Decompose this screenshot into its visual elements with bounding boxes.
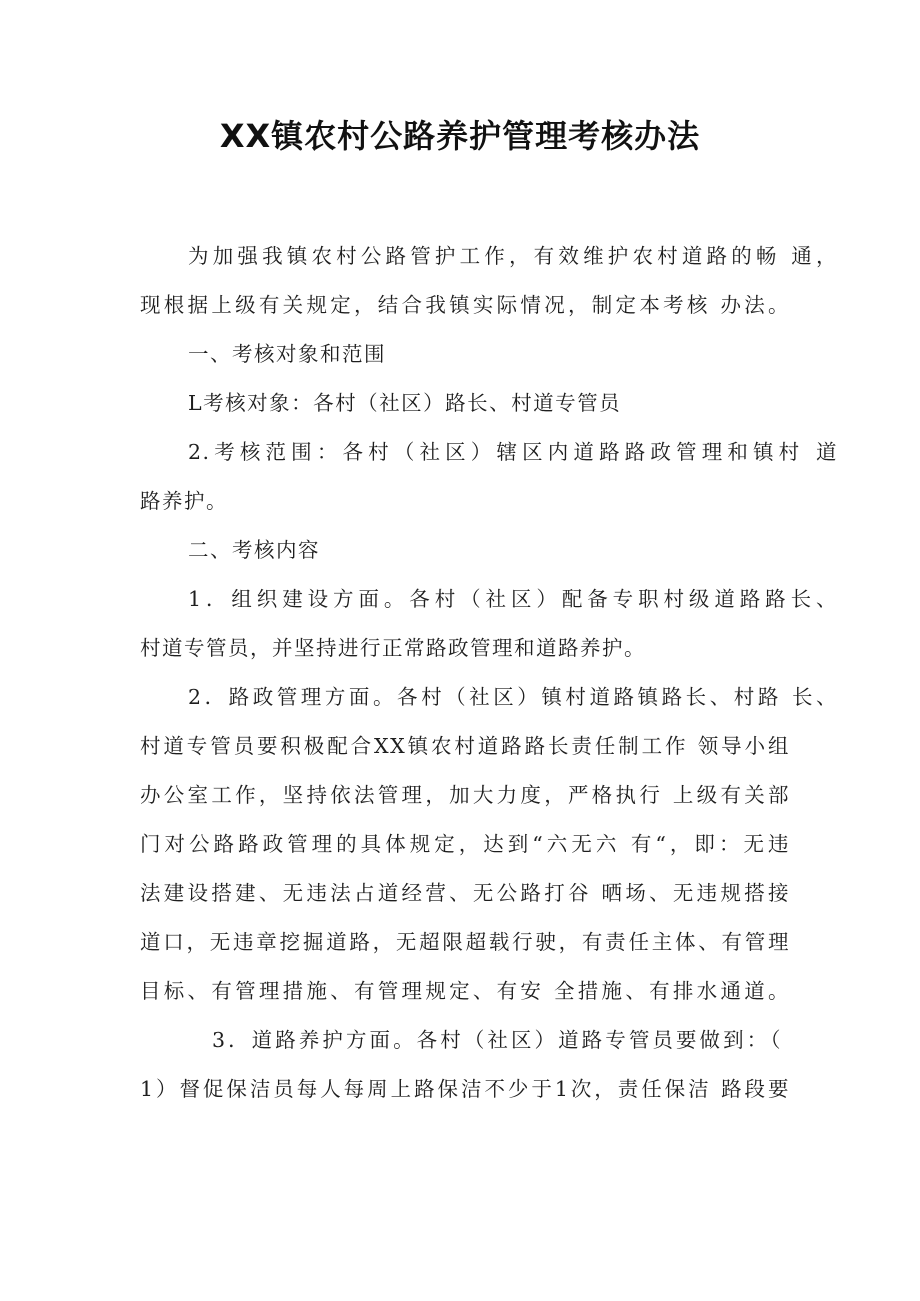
paragraph-line: 路养护。 (140, 489, 228, 513)
paragraph-line: 2.考核范围：各村（社区）辖区内道路路政管理和镇村 道 (188, 440, 838, 464)
paragraph-line: 村道专管员要积极配合XX镇农村道路路长责任制工作 领导小组 (140, 734, 790, 758)
paragraph-line: 村道专管员，并坚持进行正常路政管理和道路养护。 (140, 636, 646, 660)
document-title: XX镇农村公路养护管理考核办法 (219, 117, 701, 155)
paragraph-line: 法建设搭建、无违法占道经营、无公路打谷 晒场、无违规搭接 (140, 881, 790, 905)
paragraph-line: 道口，无违章挖掘道路，无超限超载行驶，有责任主体、有管理 (140, 930, 790, 954)
paragraph-line: 为加强我镇农村公路管护工作，有效维护农村道路的畅 通， (188, 244, 838, 268)
paragraph-line: 1．组织建设方面。各村（社区）配备专职村级道路路长、 (188, 587, 838, 611)
paragraph-line: 现根据上级有关规定，结合我镇实际情况，制定本考核 办法。 (140, 293, 790, 317)
paragraph-line: 办公室工作，坚持依法管理，加大力度，严格执行 上级有关部 (140, 783, 790, 807)
paragraph-line: L考核对象：各村（社区）路长、村道专管员 (188, 391, 622, 415)
paragraph-line: 1）督促保洁员每人每周上路保洁不少于1次，责任保洁 路段要 (140, 1077, 790, 1101)
paragraph-line: 目标、有管理措施、有管理规定、有安 全措施、有排水通道。 (140, 979, 790, 1003)
paragraph-line: 3．道路养护方面。各村（社区）道路专管员要做到：（ (212, 1028, 782, 1052)
paragraph-line: 门对公路路政管理的具体规定，达到“六无六 有“，即：无违 (140, 832, 790, 856)
paragraph-line: 2．路政管理方面。各村（社区）镇村道路镇路长、村路 长、 (188, 685, 838, 709)
section-heading: 二、考核内容 (188, 538, 320, 562)
section-heading: 一、考核对象和范围 (188, 342, 386, 366)
